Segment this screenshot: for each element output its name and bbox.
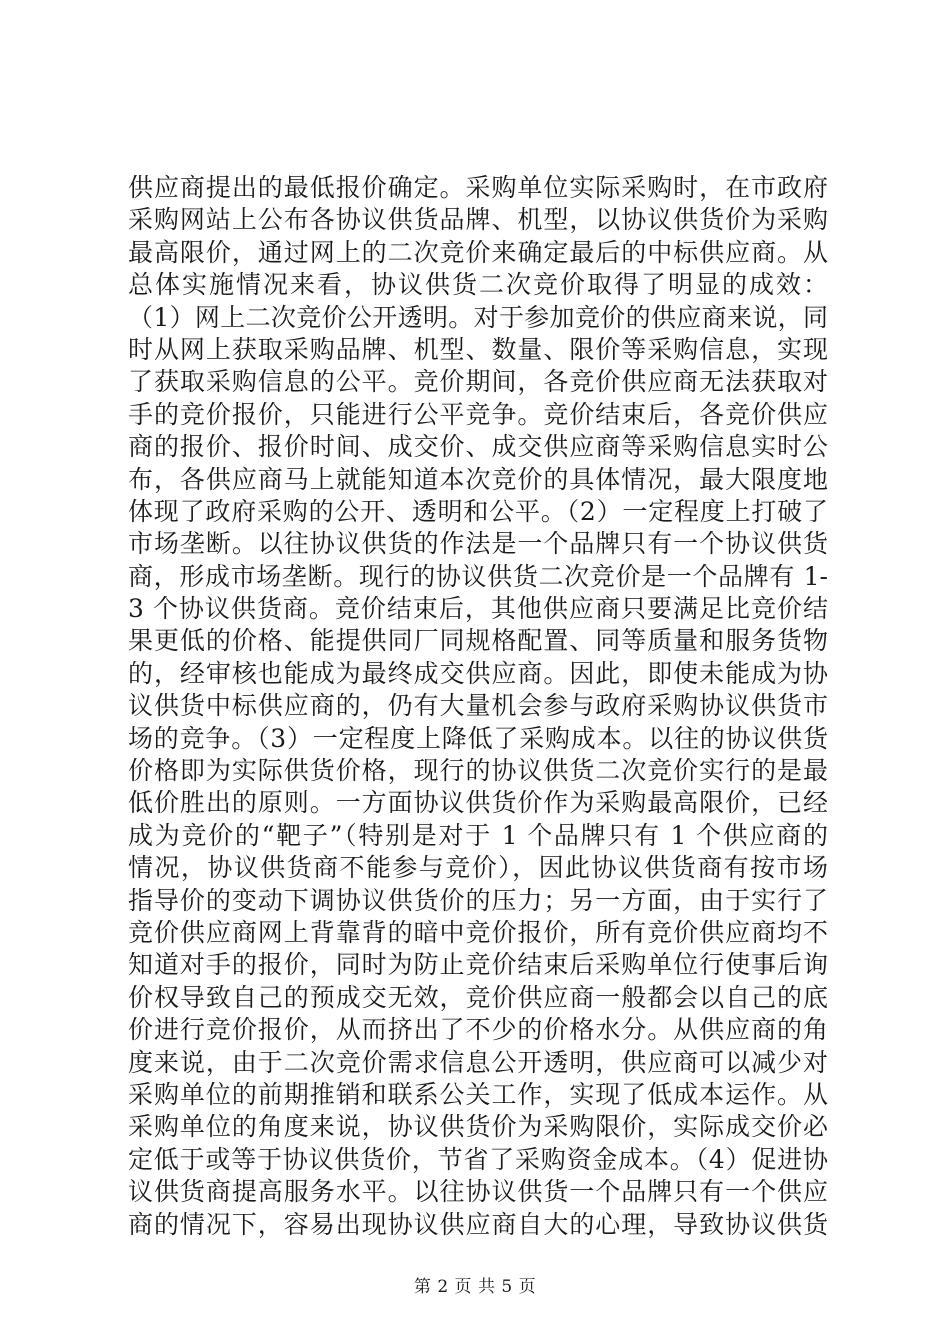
text-line: 定低于或等于协议供货价，节省了采购资金成本。（4）促进协: [128, 1144, 828, 1174]
text-line: 采购单位的前期推销和联系公关工作，实现了低成本运作。从: [128, 1079, 828, 1109]
text-line: 的，经审核也能成为最终成交供应商。因此，即使未能成为协: [128, 658, 828, 688]
text-line: 采购单位的角度来说，协议供货价为采购限价，实际成交价必: [128, 1112, 828, 1142]
text-line: 时从网上获取采购品牌、机型、数量、限价等采购信息，实现: [128, 334, 828, 364]
text-line: 采购网站上公布各协议供货品牌、机型，以协议供货价为采购: [128, 205, 828, 235]
text-line: 3 个协议供货商。竞价结束后，其他供应商只要满足比竞价结: [128, 594, 828, 624]
page-footer: 第 2 页 共 5 页: [413, 1277, 537, 1297]
text-line: 情况，协议供货商不能参与竞价），因此协议供货商有按市场: [128, 853, 828, 883]
text-line: 度来说，由于二次竞价需求信息公开透明，供应商可以减少对: [128, 1047, 828, 1077]
text-line: 场的竞争。（3）一定程度上降低了采购成本。以往的协议供货: [128, 723, 828, 753]
text-line: 价格即为实际供货价格，现行的协议供货二次竞价实行的是最: [128, 756, 828, 786]
text-line: 供应商提出的最低报价确定。采购单位实际采购时，在市政府: [128, 173, 828, 202]
text-line: 市场垄断。以往协议供货的作法是一个品牌只有一个协议供货: [128, 529, 828, 559]
text-line: 低价胜出的原则。一方面协议供货价作为采购最高限价，已经: [128, 788, 828, 818]
text-line: 体现了政府采购的公开、透明和公平。（2）一定程度上打破了: [128, 496, 828, 526]
body-text: [128, 172, 828, 1241]
text-line: 最高限价，通过网上的二次竞价来确定最后的中标供应商。从: [128, 237, 828, 267]
text-line: 价权导致自己的预成交无效，竞价供应商一般都会以自己的底: [128, 982, 828, 1012]
text-line: 成为竞价的“靶子”（特别是对于 1 个品牌只有 1 个供应商的: [128, 820, 828, 850]
text-line: 商的情况下，容易出现协议供应商自大的心理，导致协议供货: [128, 1209, 828, 1239]
text-line: 总体实施情况来看，协议供货二次竞价取得了明显的成效：: [128, 270, 828, 300]
text-line: 商的报价、报价时间、成交价、成交供应商等采购信息实时公: [128, 432, 828, 462]
text-line: 议供货商提高服务水平。以往协议供货一个品牌只有一个供应: [128, 1177, 828, 1207]
text-line: 知道对手的报价，同时为防止竞价结束后采购单位行使事后询: [128, 950, 828, 980]
text-line: （1）网上二次竞价公开透明。对于参加竞价的供应商来说，同: [128, 302, 828, 332]
text-line: 价进行竞价报价，从而挤出了不少的价格水分。从供应商的角: [128, 1015, 828, 1045]
text-line: 议供货中标供应商的，仍有大量机会参与政府采购协议供货市: [128, 691, 828, 721]
text-line: 手的竞价报价，只能进行公平竞争。竞价结束后，各竞价供应: [128, 399, 828, 429]
text-line: 竞价供应商网上背靠背的暗中竞价报价，所有竞价供应商均不: [128, 917, 828, 947]
text-line: 商，形成市场垄断。现行的协议供货二次竞价是一个品牌有 1-: [128, 561, 828, 591]
text-line: 果更低的价格、能提供同厂同规格配置、同等质量和服务货物: [128, 626, 828, 656]
text-line: 布，各供应商马上就能知道本次竞价的具体情况，最大限度地: [128, 464, 828, 494]
text-line: 指导价的变动下调协议供货价的压力；另一方面，由于实行了: [128, 885, 828, 915]
text-line: 了获取采购信息的公平。竞价期间，各竞价供应商无法获取对: [128, 367, 828, 397]
